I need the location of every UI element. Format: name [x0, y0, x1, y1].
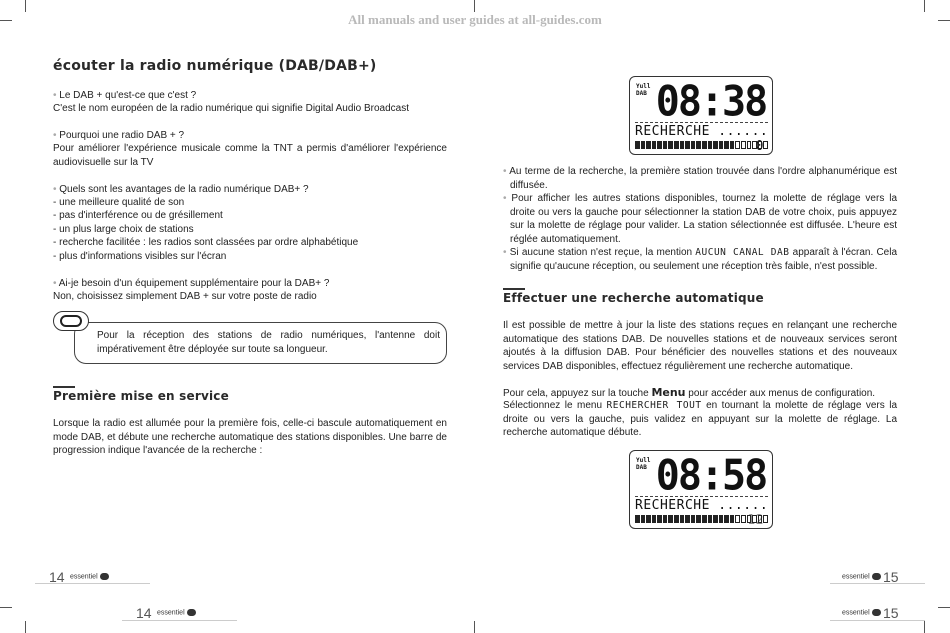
- progress-segment: [657, 141, 662, 149]
- progress-segment: [708, 141, 713, 149]
- brand-logo: essentiel: [70, 573, 109, 580]
- brand-logo: essentiel: [842, 609, 881, 616]
- auto-search-intro: Il est possible de mettre à jour la liste des stations reçues en relançant une recherche automatique des stations DAB. De nouvelles stations et de nouveaux services seront ajoutés à la diffusion DAB. Pour bénéficier des nouvelles stations et des nouveaux services DAB disponibles, effectuez régulièrement une recherche automatique.: [503, 320, 897, 372]
- progress-segment: [741, 515, 746, 523]
- progress-segment: [752, 515, 757, 523]
- answer-1: C'est le nom européen de la radio numérique qui signifie Digital Audio Broadcast: [53, 103, 410, 114]
- progress-segment: [691, 515, 696, 523]
- page-title: écouter la radio numérique (DAB/DAB+): [53, 58, 377, 74]
- question-3: • Quels sont les avantages de la radio numérique DAB+ ?: [53, 184, 309, 195]
- progress-segment: [646, 141, 651, 149]
- page-number: 14: [49, 569, 65, 585]
- progress-segment: [652, 515, 657, 523]
- progress-segment: [713, 515, 718, 523]
- lcd-display-rescan: [629, 450, 773, 529]
- progress-segment: [747, 141, 752, 149]
- bullet-item: • Pour afficher les autres stations disponibles, tournez la molette de réglage vers la droite ou vers la gauche pour sélectionner la station DAB de votre choix, puis appuyez sur la molette de réglage pour valider. La station sélectionnée est diffusée. L'heure est réglée automatiquement.: [503, 193, 898, 245]
- progress-bar: [635, 141, 768, 149]
- footer-rule: [830, 620, 925, 621]
- question-4: • Ai-je besoin d'un équipement supplémentaire pour la DAB+ ?: [53, 278, 330, 289]
- lcd-time: 08:38: [655, 77, 767, 127]
- progress-segment: [641, 141, 646, 149]
- progress-segment: [747, 515, 752, 523]
- footer-rule: [830, 583, 925, 584]
- progress-segment: [657, 515, 662, 523]
- progress-segment: [691, 141, 696, 149]
- progress-segment: [635, 515, 640, 523]
- signal-icon: Yull DAB: [636, 83, 651, 97]
- advantage-item: - un plus large choix de stations: [53, 224, 194, 235]
- lcd-search-text: RECHERCHE ...... 0: [635, 124, 769, 154]
- progress-segment: [652, 141, 657, 149]
- lcd-message: AUCUN CANAL DAB: [695, 247, 790, 258]
- lcd-divider: [635, 122, 768, 123]
- progress-segment: [663, 515, 668, 523]
- section-text-first-use: Lorsque la radio est allumée pour la première fois, celle-ci bascule automatiquement en mode DAB, et débute une recherche automatique des stations disponibles. Une barre de progression indique l'avancée de la recherche :: [53, 418, 447, 456]
- bullet-item: • Au terme de la recherche, la première station trouvée dans l'ordre alphanumérique est diffusée.: [503, 166, 897, 191]
- progress-segment: [685, 515, 690, 523]
- progress-segment: [735, 141, 740, 149]
- crop-mark: [924, 0, 925, 12]
- brand-logo: essentiel: [842, 573, 881, 580]
- lcd-display-searching: [629, 76, 773, 155]
- lcd-time: 08:58: [655, 451, 767, 501]
- progress-segment: [696, 141, 701, 149]
- crop-mark: [25, 621, 26, 633]
- watermark: All manuals and user guides at all-guides.com: [348, 12, 602, 27]
- bullet-item: • Si aucune station n'est reçue, la mention AUCUN CANAL DAB apparaît à l'écran. Cela signifie qu'aucune réception, ou seulement une réception très faible, n'est possible.: [503, 247, 898, 272]
- progress-segment: [719, 141, 724, 149]
- progress-segment: [668, 141, 673, 149]
- advantage-item: - une meilleure qualité de son: [53, 197, 185, 208]
- progress-bar: [635, 515, 768, 523]
- crop-mark: [938, 607, 950, 608]
- progress-segment: [702, 141, 707, 149]
- progress-segment: [713, 141, 718, 149]
- advantage-item: - plus d'informations visibles sur l'écran: [53, 251, 227, 262]
- lcd-search-text: RECHERCHE ...... 12: [635, 498, 769, 528]
- brand-logo: essentiel: [157, 609, 196, 616]
- section-rule: [53, 386, 75, 388]
- progress-segment: [719, 515, 724, 523]
- section-rule: [503, 288, 525, 290]
- progress-segment: [635, 141, 640, 149]
- page-number: 15: [883, 569, 899, 585]
- progress-segment: [763, 141, 768, 149]
- progress-segment: [702, 515, 707, 523]
- advantage-item: - pas d'interférence ou de grésillement: [53, 210, 223, 221]
- progress-segment: [680, 515, 685, 523]
- progress-segment: [674, 515, 679, 523]
- progress-segment: [741, 141, 746, 149]
- progress-segment: [668, 515, 673, 523]
- section-title-first-use: Première mise en service: [53, 389, 229, 403]
- progress-segment: [730, 515, 735, 523]
- section-title-auto-search: Effectuer une recherche automatique: [503, 291, 764, 305]
- menu-instruction: Pour cela, appuyez sur la touche Menu pour accéder aux menus de configuration.: [503, 386, 876, 399]
- crop-mark: [924, 621, 925, 633]
- signal-icon: Yull DAB: [636, 457, 651, 471]
- note-box: [74, 322, 447, 364]
- advantage-item: - recherche facilitée : les radios sont classées par ordre alphabétique: [53, 237, 359, 248]
- progress-segment: [758, 515, 763, 523]
- progress-segment: [730, 141, 735, 149]
- progress-segment: [735, 515, 740, 523]
- crop-mark: [474, 621, 475, 633]
- question-1: • Le DAB + qu'est-ce que c'est ?: [53, 90, 197, 101]
- progress-segment: [646, 515, 651, 523]
- crop-mark: [0, 607, 12, 608]
- lcd-menu-item: RECHERCHER TOUT: [606, 400, 702, 411]
- page-number: 14: [136, 605, 152, 621]
- progress-segment: [685, 141, 690, 149]
- crop-mark: [474, 0, 475, 12]
- progress-segment: [641, 515, 646, 523]
- progress-segment: [680, 141, 685, 149]
- page-number: 15: [883, 605, 899, 621]
- progress-segment: [758, 141, 763, 149]
- progress-segment: [752, 141, 757, 149]
- progress-segment: [663, 141, 668, 149]
- progress-segment: [763, 515, 768, 523]
- note-text: Pour la réception des stations de radio numériques, l'antenne doit impérativement être déployée sur toute sa longueur.: [97, 330, 440, 355]
- answer-2: Pour améliorer l'expérience musicale comme la TNT a permis d'améliorer l'expérience audiovisuelle sur la TV: [53, 143, 447, 168]
- progress-segment: [674, 141, 679, 149]
- menu-key: Menu: [651, 386, 686, 399]
- menu-select-instruction: Sélectionnez le menu RECHERCHER TOUT en tournant la molette de réglage vers la droite ou vers la gauche, puis validez en appuyant sur la molette de réglage. La recherche automatique débute.: [503, 400, 898, 438]
- progress-segment: [696, 515, 701, 523]
- crop-mark: [25, 0, 26, 12]
- question-2: • Pourquoi une radio DAB + ?: [53, 130, 185, 141]
- progress-segment: [708, 515, 713, 523]
- answer-4: Non, choisissez simplement DAB + sur votre poste de radio: [53, 291, 317, 302]
- info-icon: [53, 311, 89, 331]
- progress-segment: [724, 141, 729, 149]
- lcd-divider: [635, 496, 768, 497]
- progress-segment: [724, 515, 729, 523]
